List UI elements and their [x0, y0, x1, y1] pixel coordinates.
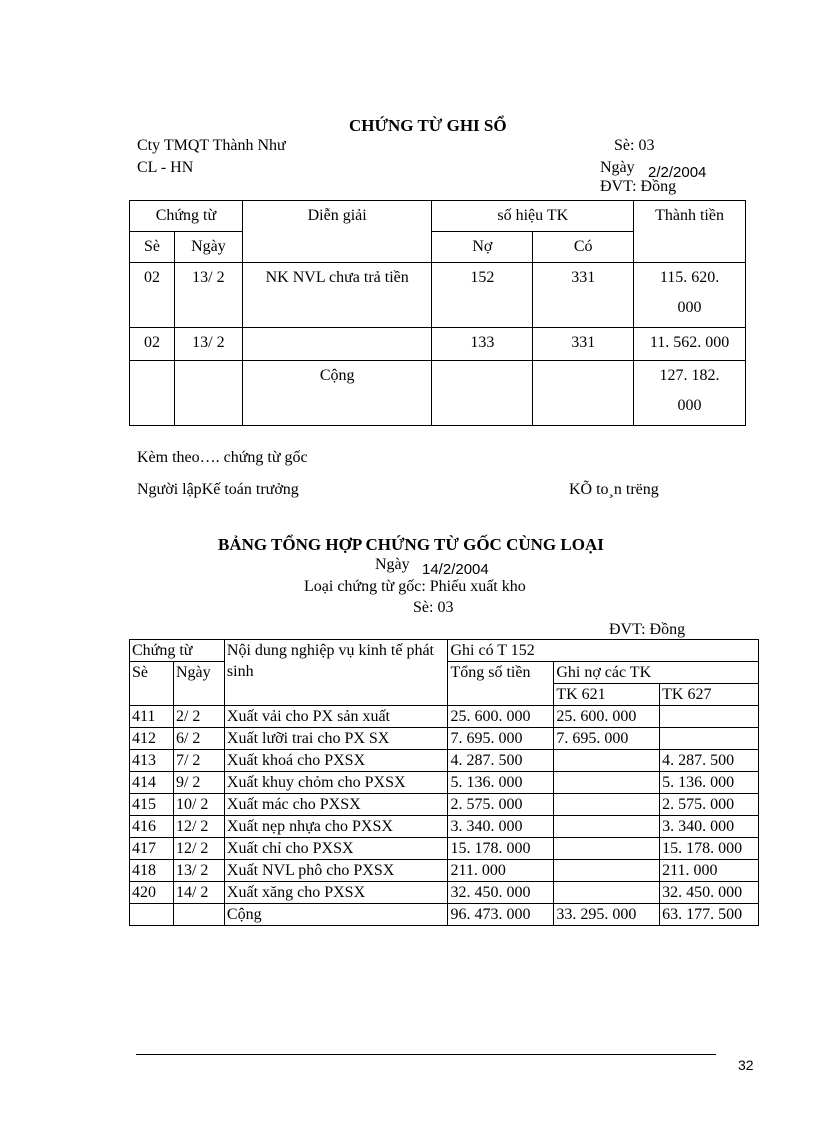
- cell-desc: [242, 328, 432, 361]
- cell-tk621: [554, 794, 660, 816]
- cell-no: 411: [130, 706, 174, 728]
- cell-content: Xuất vải cho PX sản xuất: [224, 706, 448, 728]
- header-total: Tổng số tiền: [448, 662, 554, 706]
- header-debit-accounts: Ghi nợ các TK: [554, 662, 759, 684]
- header-content: Nội dung nghiệp vụ kinh tế phát sinh: [224, 640, 448, 706]
- cell-content: Xuất chỉ cho PXSX: [224, 838, 448, 860]
- cell-date: 12/ 2: [173, 816, 224, 838]
- cell-amount: [634, 263, 746, 328]
- header-no: Sè: [130, 232, 175, 263]
- cell-tk627: 4. 287. 500: [660, 750, 759, 772]
- cell-no: 417: [130, 838, 174, 860]
- cell-no: 413: [130, 750, 174, 772]
- cell-tk621: [554, 882, 660, 904]
- cell-credit: 331: [533, 328, 634, 361]
- doc2-unit: ĐVT: Đồng: [609, 621, 686, 638]
- cell-date: 13/ 2: [173, 860, 224, 882]
- cell-tk621: [554, 816, 660, 838]
- cell-total: 5. 136. 000: [448, 772, 554, 794]
- doc1-unit: ĐVT: Đồng: [600, 178, 677, 195]
- cell-content: Xuất xăng cho PXSX: [224, 882, 448, 904]
- footer-rule: [136, 1054, 716, 1055]
- total-row: [130, 904, 759, 926]
- cell-no: 02: [130, 328, 175, 361]
- cell-date: 14/ 2: [173, 882, 224, 904]
- header-credit: Có: [533, 232, 634, 263]
- table-row: [130, 750, 759, 772]
- header-tk627: TK 627: [660, 684, 759, 706]
- cell-no: 418: [130, 860, 174, 882]
- cell-date: 13/ 2: [174, 328, 242, 361]
- cell-total: 3. 340. 000: [448, 816, 554, 838]
- cell-tk627: 3. 340. 000: [660, 816, 759, 838]
- cell-date: 13/ 2: [174, 263, 242, 328]
- cell-total: 2. 575. 000: [448, 794, 554, 816]
- cell-tk627: 15. 178. 000: [660, 838, 759, 860]
- table-row: [130, 860, 759, 882]
- header-date: Ngày: [173, 662, 224, 706]
- header-amount: Thành tiền: [634, 201, 746, 263]
- cell-content: Xuất khoá cho PXSX: [224, 750, 448, 772]
- cell-date: 7/ 2: [173, 750, 224, 772]
- amount-line2: 000: [677, 299, 702, 316]
- cell-no: 414: [130, 772, 174, 794]
- cell-tk627: [660, 706, 759, 728]
- cell-total: 7. 695. 000: [448, 728, 554, 750]
- header-tk621: TK 621: [554, 684, 660, 706]
- cell-debit: 152: [432, 263, 533, 328]
- cell-total: 25. 600. 000: [448, 706, 554, 728]
- table-row: [130, 838, 759, 860]
- doc1-date-label: Ngày: [600, 159, 635, 176]
- doc2-type: Loại chứng từ gốc: Phiếu xuất kho: [304, 578, 526, 595]
- doc1-date-value: 2/2/2004: [648, 164, 707, 181]
- accountant-label: Kế toán trưởng: [201, 481, 299, 498]
- table-row: [130, 728, 759, 750]
- total-label: Cộng: [224, 904, 448, 926]
- total-sum: 96. 473. 000: [448, 904, 554, 926]
- header-debit: Nợ: [432, 232, 533, 263]
- cell-date: 6/ 2: [173, 728, 224, 750]
- cell-tk627: 211. 000: [660, 860, 759, 882]
- cell-no: 415: [130, 794, 174, 816]
- table-row: [130, 328, 746, 361]
- cell-desc: NK NVL chưa trả tiền: [242, 263, 432, 328]
- cell-debit: 133: [432, 328, 533, 361]
- total-line1: 127. 182.: [659, 367, 720, 384]
- cell-tk627: 2. 575. 000: [660, 794, 759, 816]
- doc2-number: Sè: 03: [413, 599, 454, 616]
- journal-voucher-table: [129, 200, 746, 426]
- cell-content: Xuất nẹp nhựa cho PXSX: [224, 816, 448, 838]
- total-tk621: 33. 295. 000: [554, 904, 660, 926]
- cell-date: 12/ 2: [173, 838, 224, 860]
- total-label: Cộng: [242, 361, 432, 426]
- cell-amount: 11. 562. 000: [634, 328, 746, 361]
- page-number: 32: [738, 1057, 754, 1073]
- summary-table: [129, 639, 759, 926]
- header-date: Ngày: [174, 232, 242, 263]
- header-voucher: Chứng từ: [130, 201, 243, 232]
- cell-total: 15. 178. 000: [448, 838, 554, 860]
- cell-tk621: 25. 600. 000: [554, 706, 660, 728]
- total-line2: 000: [677, 397, 702, 414]
- table-row: [130, 816, 759, 838]
- header-voucher: Chứng từ: [130, 640, 225, 662]
- cell-tk627: [660, 728, 759, 750]
- cell-tk627: 5. 136. 000: [660, 772, 759, 794]
- table-row: [130, 706, 759, 728]
- cell-content: Xuất lưỡi trai cho PX SX: [224, 728, 448, 750]
- doc1-number: Sè: 03: [614, 137, 655, 154]
- total-tk627: 63. 177. 500: [660, 904, 759, 926]
- cell-no: 02: [130, 263, 175, 328]
- cell-no: 416: [130, 816, 174, 838]
- header-desc: Diễn giải: [242, 201, 432, 263]
- cell-content: Xuất khuy chỏm cho PXSX: [224, 772, 448, 794]
- header-no: Sè: [130, 662, 174, 706]
- doc2-date-label: Ngày: [375, 556, 410, 573]
- cell-total: 32. 450. 000: [448, 882, 554, 904]
- attachment-note: Kèm theo…. chứng từ gốc: [137, 449, 308, 466]
- table-row: [130, 263, 746, 328]
- doc2-title: BẢNG TỔNG HỢP CHỨNG TỪ GỐC CÙNG LOẠI: [218, 535, 604, 554]
- company-name: Cty TMQT Thành Như: [137, 137, 286, 154]
- cell-total: 211. 000: [448, 860, 554, 882]
- table-row: [130, 794, 759, 816]
- approver-label: KÕ to¸n trëng: [569, 481, 659, 498]
- cell-content: Xuất NVL phô cho PXSX: [224, 860, 448, 882]
- cell-content: Xuất mác cho PXSX: [224, 794, 448, 816]
- cell-date: 9/ 2: [173, 772, 224, 794]
- cell-tk621: 7. 695. 000: [554, 728, 660, 750]
- total-amount: [634, 361, 746, 426]
- cell-no: 420: [130, 882, 174, 904]
- cell-tk621: [554, 750, 660, 772]
- table-row: [130, 772, 759, 794]
- cell-no: 412: [130, 728, 174, 750]
- doc1-title: CHỨNG TỪ GHI SỔ: [349, 116, 507, 135]
- cell-date: 2/ 2: [173, 706, 224, 728]
- cell-tk621: [554, 860, 660, 882]
- total-row: [130, 361, 746, 426]
- cell-tk627: 32. 450. 000: [660, 882, 759, 904]
- cell-date: 10/ 2: [173, 794, 224, 816]
- header-credit152: Ghi có T 152: [448, 640, 759, 662]
- preparer-label: Người lập: [137, 481, 202, 498]
- signatures: [137, 481, 299, 499]
- cell-tk621: [554, 772, 660, 794]
- amount-line1: 115. 620.: [659, 269, 720, 286]
- header-account: số hiệu TK: [432, 201, 634, 232]
- doc2-date-value: 14/2/2004: [422, 561, 489, 578]
- cell-total: 4. 287. 500: [448, 750, 554, 772]
- cell-credit: 331: [533, 263, 634, 328]
- table-row: [130, 882, 759, 904]
- cell-tk621: [554, 838, 660, 860]
- company-branch: CL - HN: [137, 159, 194, 176]
